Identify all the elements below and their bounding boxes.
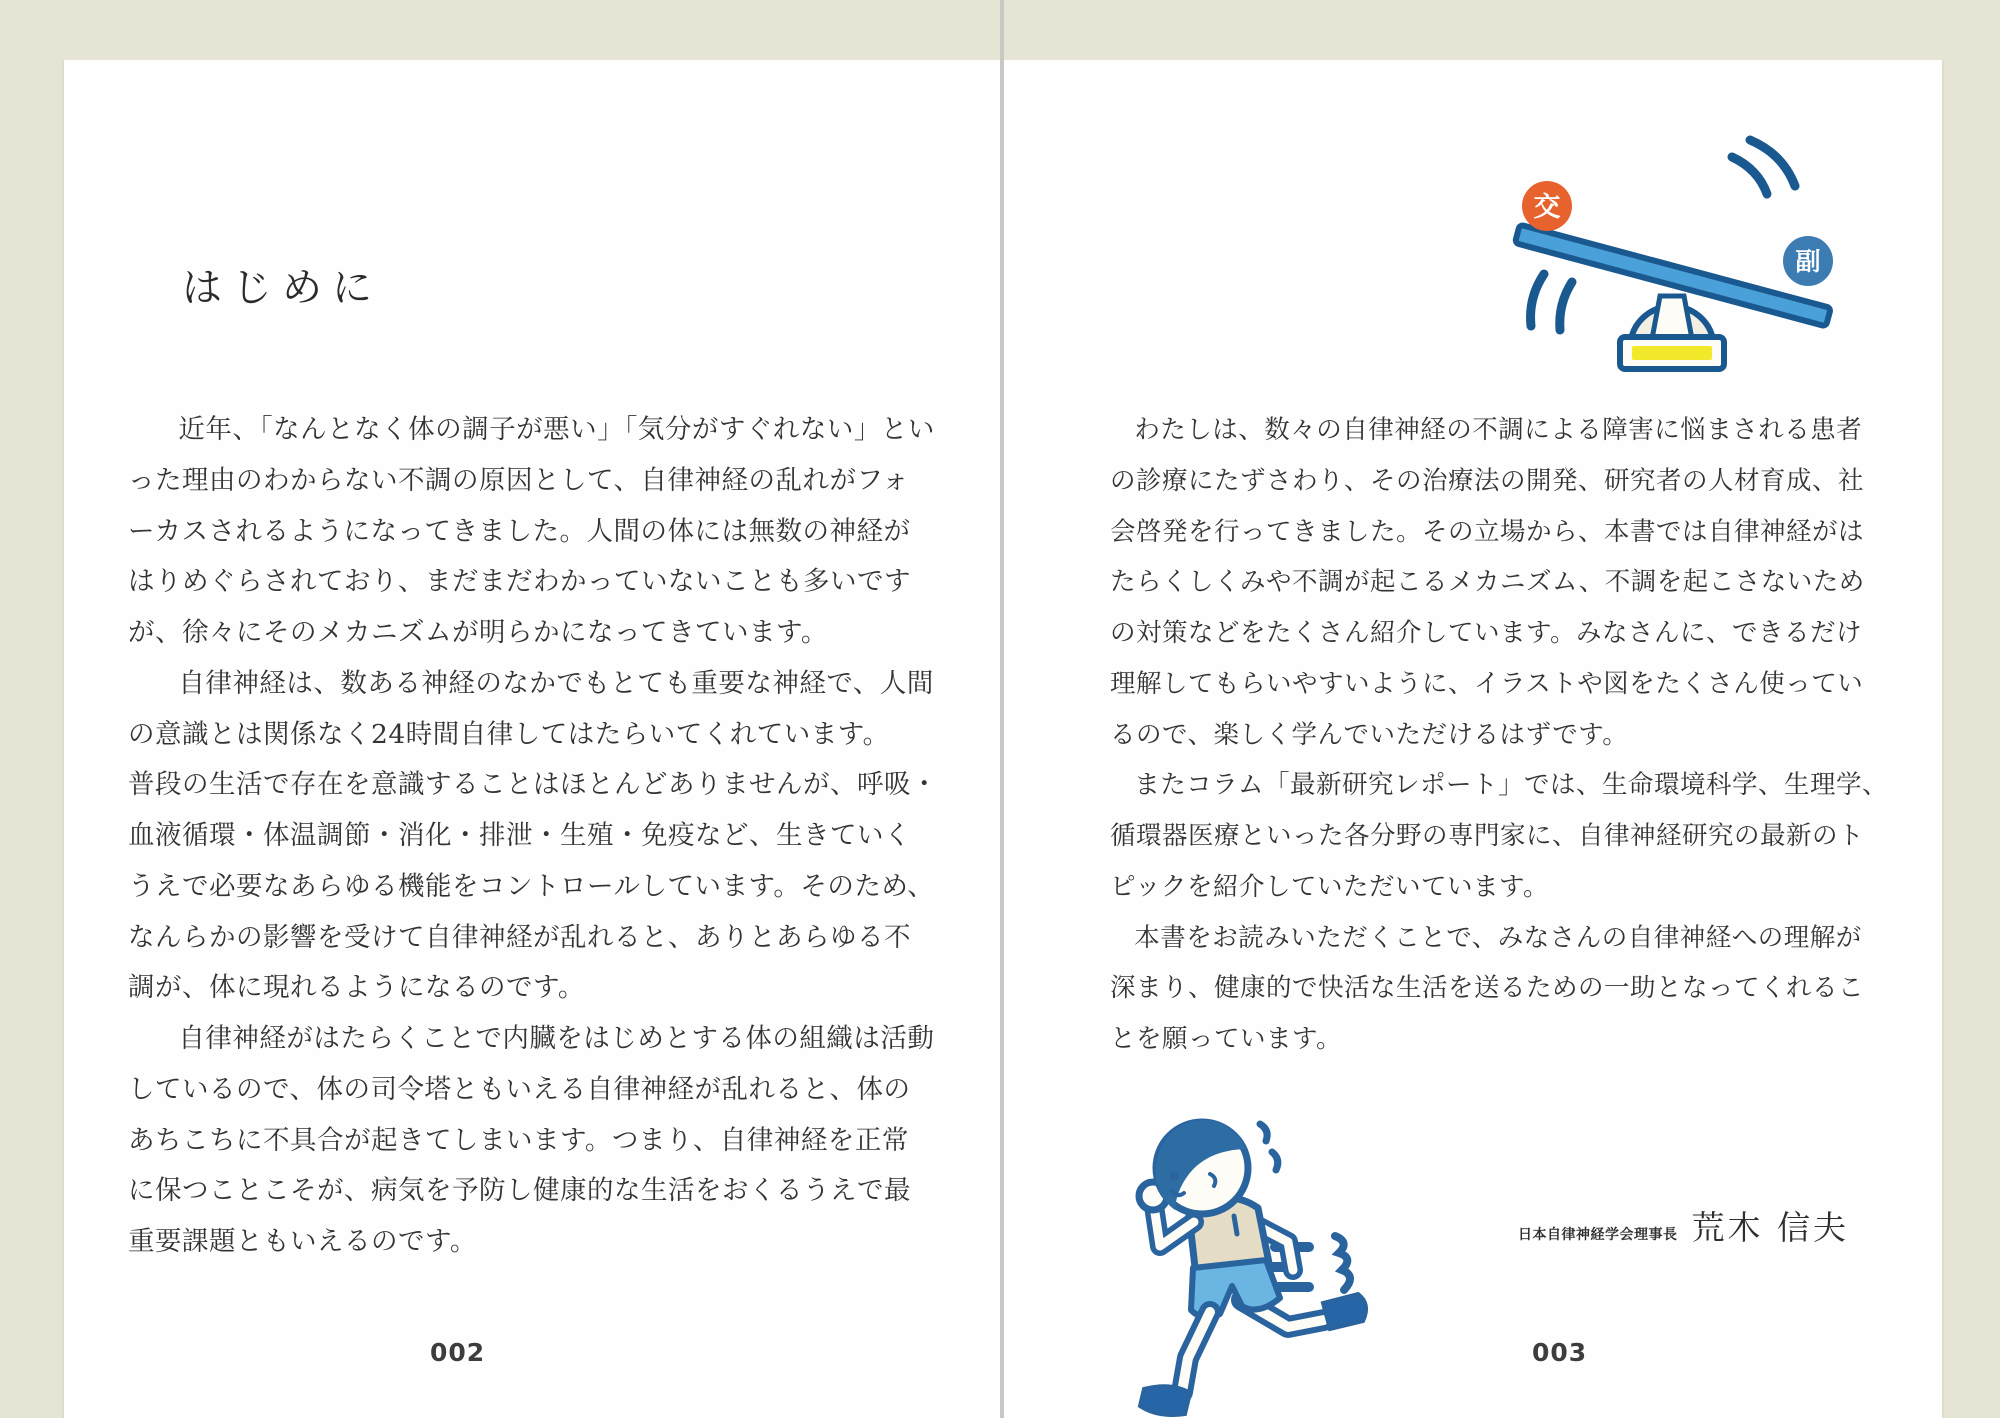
text-line: 循環器医療といった各分野の専門家に、自律神経研究の最新のト [1110,821,1865,851]
text-line: に保つことこそが、病気を予防し健康的な生活をおくるうえで最 [128,1175,911,1207]
body-text-right [1110,405,1888,1065]
text-line: 重要課題ともいえるのです。 [128,1226,477,1257]
motion-lines-up-icon [1732,140,1795,194]
page-number-left: 002 [430,1338,486,1367]
sweat-drops-icon [1260,1124,1278,1170]
text-line: の対策などをたくさん紹介しています。みなさんに、できるだけ [1110,618,1862,648]
page-number-right: 003 [1532,1338,1588,1367]
parasympathetic-ball [1783,236,1833,286]
text-line: の診療にたずさわり、その治療法の開発、研究者の人材育成、社 [1110,465,1865,496]
gutter-divider [1000,0,1004,1418]
seesaw-illustration [1502,126,1862,378]
text-line: たらくしくみや不調が起こるメカニズム、不調を起こさないため [1110,567,1865,598]
motion-lines-down-icon [1531,274,1572,330]
page-right [1004,60,1944,1418]
text-line: ピックを紹介していただいています。 [1110,871,1549,902]
runner-head [1156,1120,1248,1214]
author-name: 荒木 信夫 [1691,1208,1849,1247]
text-line: またコラム「最新研究レポート」では、生命環境科学、生理学、 [1134,770,1888,801]
text-line: はりめぐらされており、まだまだわかっていないことも多いです [128,566,911,598]
text-line: るので、楽しく学んでいただけるはずです。 [1110,719,1629,750]
text-line: しているので、体の司令塔ともいえる自律神経が乱れると、体の [128,1073,911,1105]
text-line: 普段の生活で存在を意識することはほとんどありませんが、呼吸・ [128,769,938,801]
svg-text:交: 交 [1533,192,1561,223]
text-line: った理由のわからない不調の原因として、自律神経の乱れがフォ [128,464,910,496]
seesaw-base-yellow [1632,346,1712,360]
text-line: ーカスされるようになってきました。人間の体には無数の神経が [128,515,911,547]
text-line: が、徐々にそのメカニズムが明らかになってきています。 [128,617,828,648]
page-title: はじめに [182,265,382,311]
runner-shirt-line [1234,1216,1237,1234]
page-left [62,60,1000,1418]
text-line: うえで必要なあらゆる機能をコントロールしています。そのため、 [128,870,935,902]
sympathetic-ball [1522,181,1572,231]
text-line: 理解してもらいやすいように、イラストや図をたくさん使ってい [1110,668,1864,699]
text-line: 深まり、健康的で快活な生活を送るための一助となってくれるこ [1110,973,1865,1004]
attribution [1484,1202,1849,1249]
author-role: 日本自律神経学会理事長 [1518,1227,1678,1243]
body-text-left [128,405,938,1268]
svg-text:副: 副 [1795,247,1821,276]
text-line: 近年、「なんとなく体の調子が悪い」「気分がすぐれない」とい [178,414,935,445]
text-line: の意識とは関係なく24時間自律してはたらいてくれています。 [128,718,890,750]
text-line: わたしは、数々の自律神経の不調による障害に悩まされる患者 [1134,415,1863,445]
text-line: あちこちに不具合が起きてしまいます。つまり、自律神経を正常 [128,1124,909,1156]
text-line: 血液循環・体温調節・消化・排泄・生殖・免疫など、生きていく [128,820,911,851]
text-line: 調が、体に現れるようになるのです。 [128,972,585,1004]
text-line: 会啓発を行ってきました。その立場から、本書では自律神経がは [1110,516,1865,547]
text-line: なんらかの影響を受けて自律神経が乱れると、ありとあらゆる不 [128,921,911,953]
text-line: 自律神経は、数ある神経のなかでもとても重要な神経で、人間 [178,667,934,699]
seesaw-fulcrum-column [1652,296,1692,339]
runner-front-leg [1140,1312,1210,1415]
text-line: 本書をお読みいただくことで、みなさんの自律神経への理解が [1134,922,1862,953]
text-line: 自律神経がはたらくことで内臓をはじめとする体の組織は活動 [178,1023,935,1054]
text-line: とを願っています。 [1110,1024,1342,1054]
runner-illustration [1092,1090,1392,1418]
speed-squiggle-icon [1335,1236,1350,1290]
